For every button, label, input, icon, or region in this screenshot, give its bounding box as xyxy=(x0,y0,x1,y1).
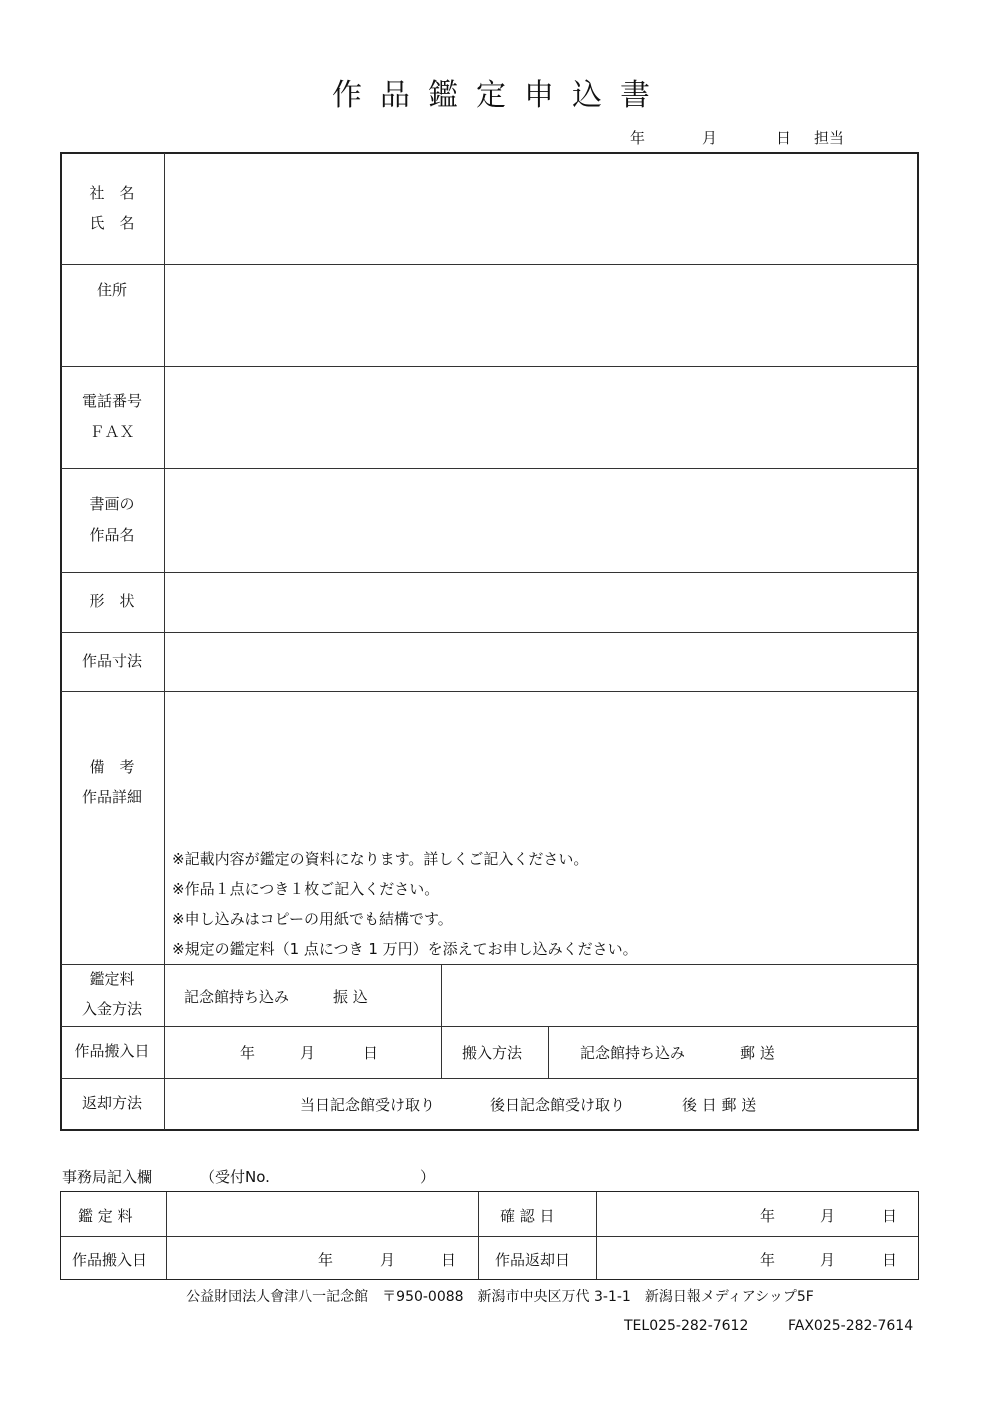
footer-fax: FAX025-282-7614 xyxy=(788,1318,914,1334)
delivery-option-bring-in[interactable]: 記念館持ち込み xyxy=(580,1044,686,1062)
work-title-field[interactable] xyxy=(166,470,917,571)
row-divider xyxy=(61,468,918,469)
delivery-method-label: 搬入方法 xyxy=(462,1044,523,1062)
row-divider xyxy=(61,1026,918,1027)
header-month: 月 xyxy=(702,129,718,147)
work-title-label-1: 書画の xyxy=(89,495,135,513)
header-staff: 担当 xyxy=(814,129,845,147)
office-heading: 事務局記入欄 xyxy=(62,1168,153,1186)
return-option-later-mail[interactable]: 後 日 郵 送 xyxy=(682,1096,757,1114)
size-field[interactable] xyxy=(166,634,917,690)
office-confirm-label: 確 認 日 xyxy=(500,1207,555,1225)
row-divider xyxy=(61,1078,918,1079)
note-1: ※記載内容が鑑定の資料になります。詳しくご記入ください。 xyxy=(172,850,589,868)
note-2: ※作品１点につき１枚ご記入ください。 xyxy=(172,880,440,898)
office-row-divider xyxy=(61,1236,918,1237)
address-label: 住所 xyxy=(96,281,127,299)
office-delivery-year: 年 xyxy=(318,1251,334,1269)
delivery-option-mail[interactable]: 郵 送 xyxy=(740,1044,775,1062)
fee-label-2: 入金方法 xyxy=(81,1000,142,1018)
receipt-number-open: （受付No. xyxy=(200,1168,270,1186)
company-name-field[interactable] xyxy=(166,154,917,263)
confirm-month: 月 xyxy=(820,1207,836,1225)
office-divider xyxy=(166,1192,167,1279)
row-divider xyxy=(61,366,918,367)
address-field[interactable] xyxy=(166,266,917,365)
delivery-method-divider xyxy=(548,1026,549,1078)
header-year: 年 xyxy=(630,129,646,147)
office-fee-label: 鑑 定 料 xyxy=(78,1207,133,1225)
receipt-number-close: ） xyxy=(420,1168,436,1186)
return-year: 年 xyxy=(760,1251,776,1269)
office-fee-field[interactable] xyxy=(168,1193,477,1235)
row-divider xyxy=(61,264,918,265)
delivery-month: 月 xyxy=(300,1044,316,1062)
footer-organization: 公益財団法人會津八一記念館 〒950-0088 新潟市中央区万代 3-1-1 新潟日報メディアシップ5F xyxy=(186,1289,814,1305)
company-label: 社 名 xyxy=(89,184,135,202)
note-4: ※規定の鑑定料（1 点につき 1 万円）を添えてお申し込みください。 xyxy=(172,940,638,958)
header-day: 日 xyxy=(776,129,792,147)
fax-label: ＦＡＸ xyxy=(89,423,135,441)
fee-option-transfer[interactable]: 振 込 xyxy=(333,988,368,1006)
office-delivery-month: 月 xyxy=(380,1251,396,1269)
name-label: 氏 名 xyxy=(89,214,135,232)
label-column-divider xyxy=(164,153,165,1130)
remarks-label: 備 考 xyxy=(89,758,135,776)
size-label: 作品寸法 xyxy=(81,652,142,670)
office-return-label: 作品返却日 xyxy=(495,1251,571,1269)
delivery-year: 年 xyxy=(240,1044,256,1062)
remarks-field[interactable] xyxy=(166,693,917,833)
shape-label: 形 状 xyxy=(89,592,135,610)
delivery-day: 日 xyxy=(363,1044,379,1062)
confirm-day: 日 xyxy=(882,1207,898,1225)
fee-option-bring-in[interactable]: 記念館持ち込み xyxy=(184,988,290,1006)
phone-fax-field[interactable] xyxy=(166,368,917,467)
return-option-later-pickup[interactable]: 後日記念館受け取り xyxy=(490,1096,626,1114)
row-divider xyxy=(61,632,918,633)
return-method-label: 返却方法 xyxy=(81,1094,142,1112)
shape-field[interactable] xyxy=(166,574,917,631)
confirm-year: 年 xyxy=(760,1207,776,1225)
office-delivery-label: 作品搬入日 xyxy=(72,1251,148,1269)
page-title: 作品鑑定申込書 xyxy=(332,78,668,113)
footer-tel: TEL025-282-7612 xyxy=(624,1318,749,1334)
fee-extra-field[interactable] xyxy=(443,966,917,1025)
return-option-same-day[interactable]: 当日記念館受け取り xyxy=(300,1096,436,1114)
return-month: 月 xyxy=(820,1251,836,1269)
note-3: ※申し込みはコピーの用紙でも結構です。 xyxy=(172,910,453,928)
delivery-date-label: 作品搬入日 xyxy=(74,1042,150,1060)
office-divider xyxy=(596,1192,597,1279)
office-delivery-day: 日 xyxy=(441,1251,457,1269)
fee-delivery-divider xyxy=(441,964,442,1078)
return-day: 日 xyxy=(882,1251,898,1269)
row-divider xyxy=(61,964,918,965)
office-divider xyxy=(478,1192,479,1279)
details-label: 作品詳細 xyxy=(81,788,142,806)
row-divider xyxy=(61,572,918,573)
work-title-label-2: 作品名 xyxy=(89,526,135,544)
phone-label: 電話番号 xyxy=(81,392,142,410)
fee-label-1: 鑑定料 xyxy=(89,970,135,988)
row-divider xyxy=(61,691,918,692)
